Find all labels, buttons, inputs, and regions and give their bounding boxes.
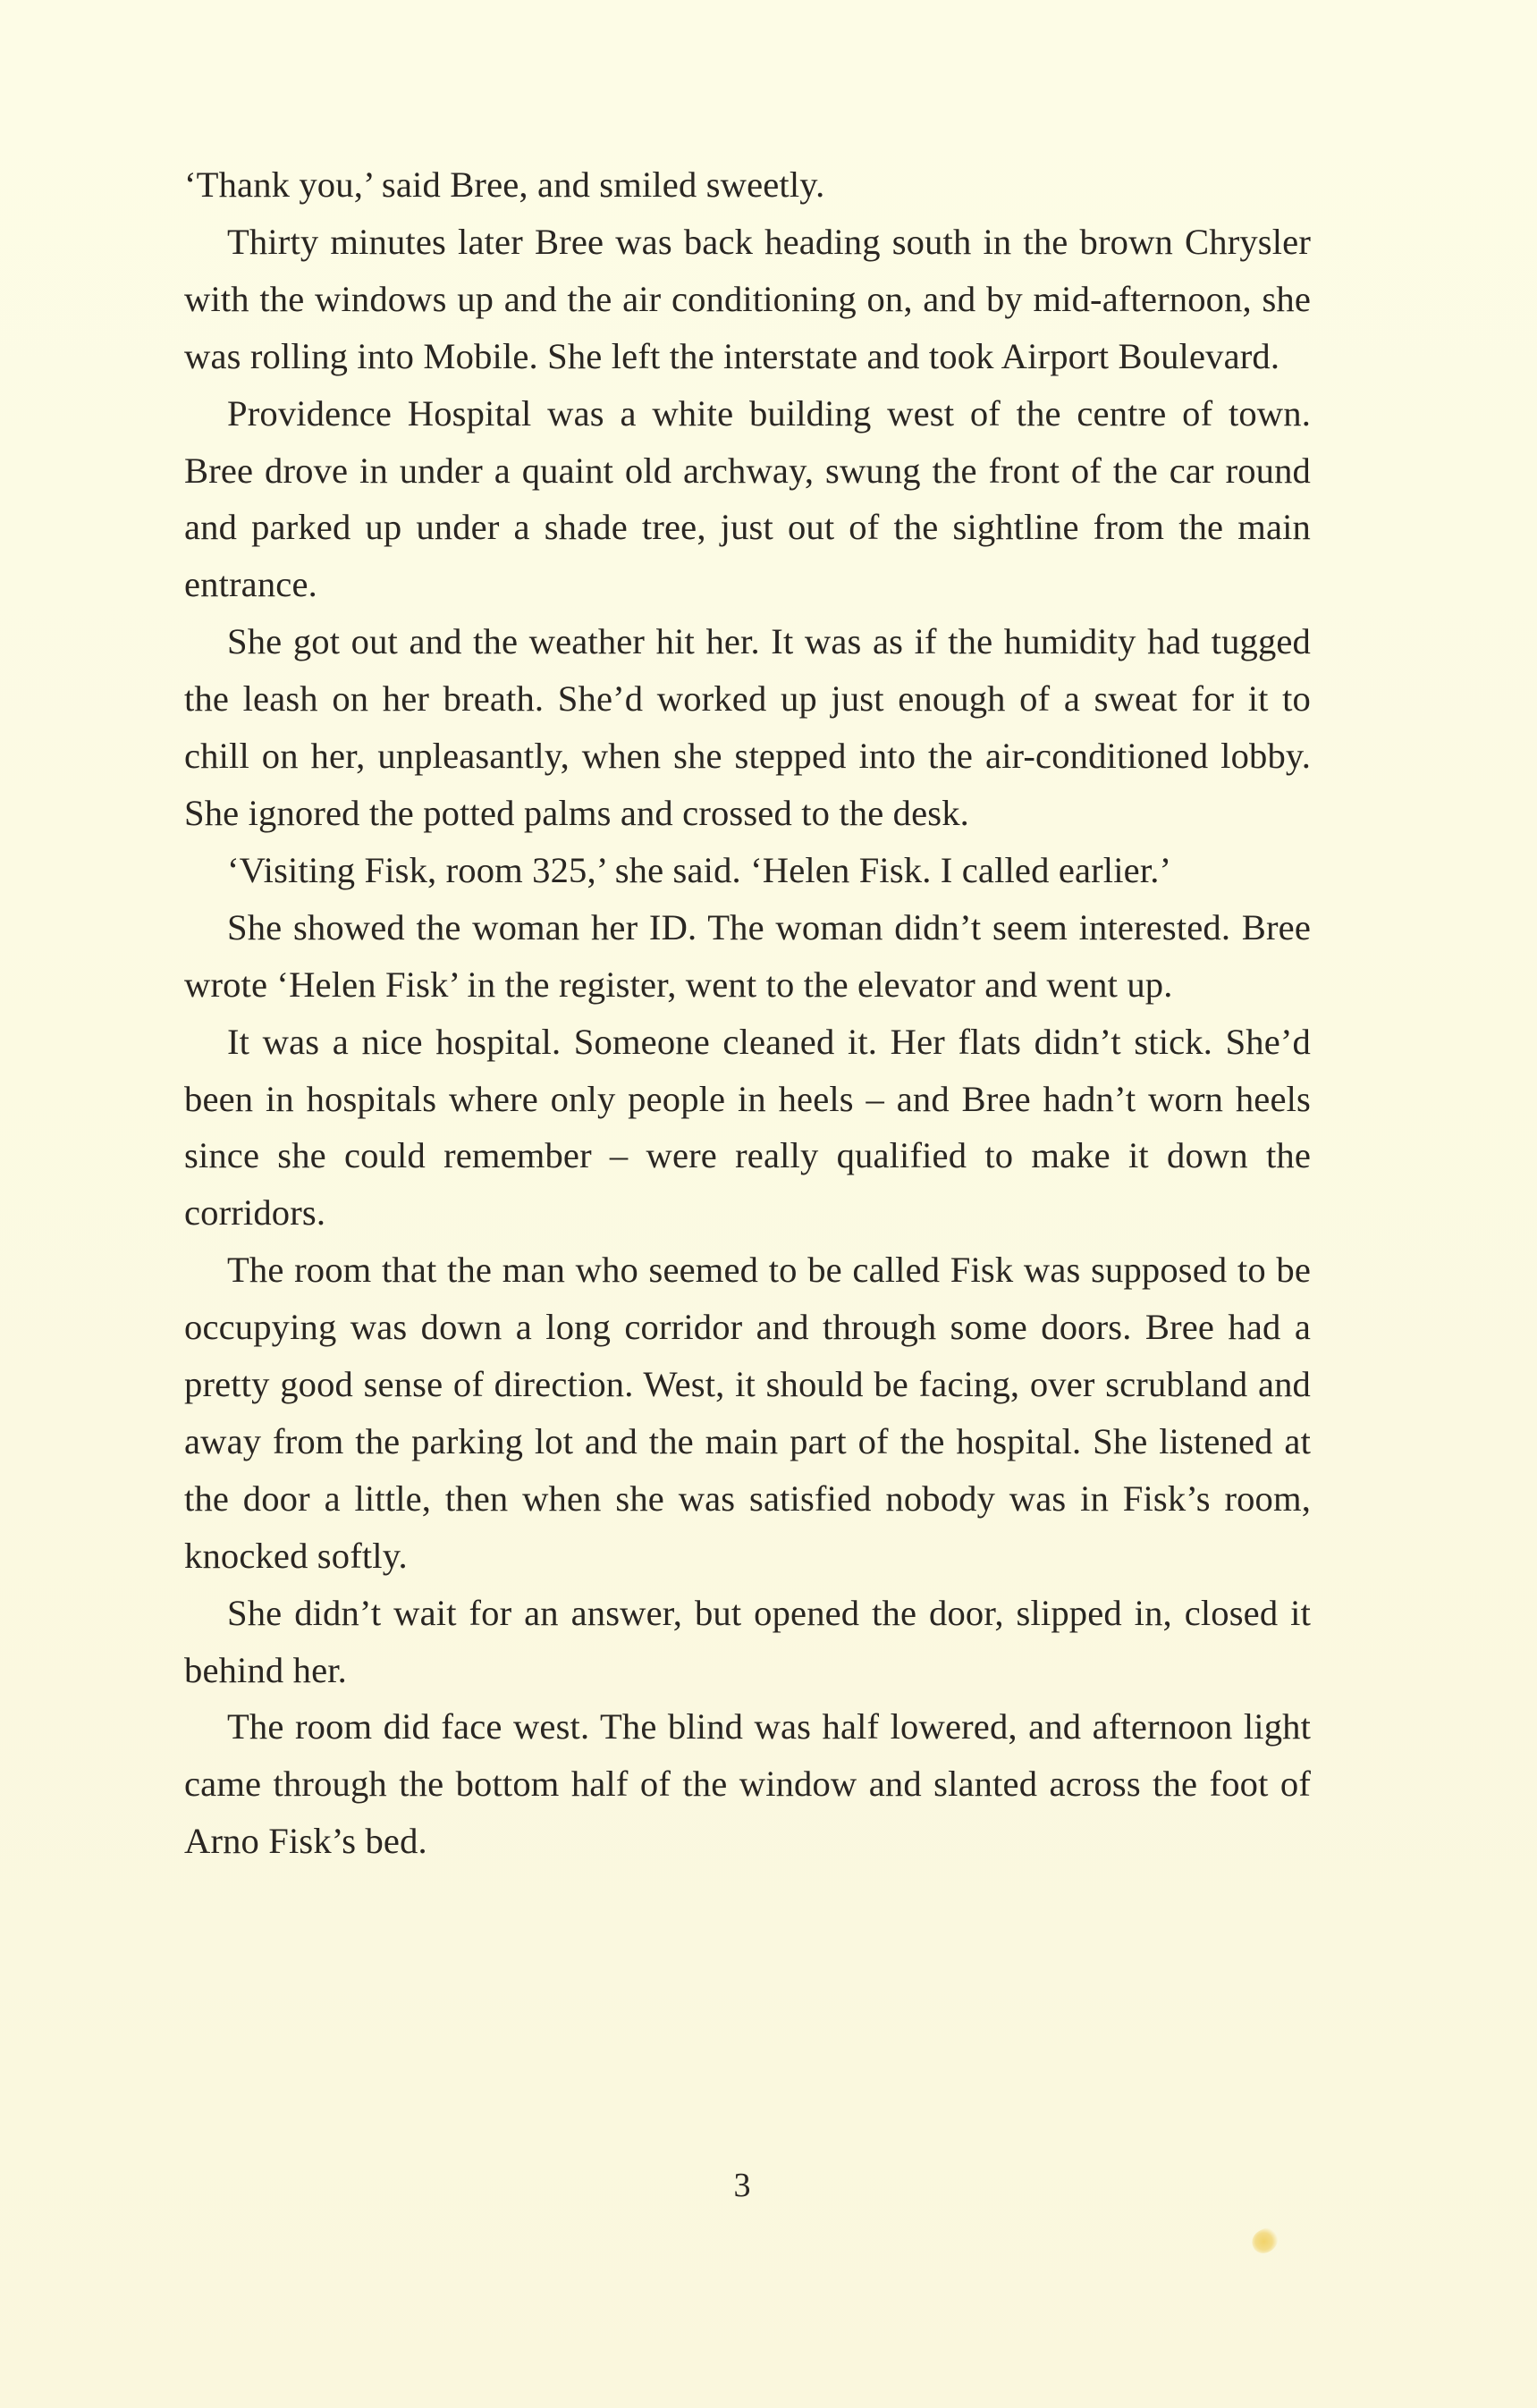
- paragraph: It was a nice hospital. Someone cleaned it. Her flats didn’t stick. She’d been in hospitals where only people in heels – and Bree hadn’t worn heels since she could remember – were really qualified to make it down the corridors.: [184, 1021, 1311, 1233]
- paragraph: She didn’t wait for an answer, but opened the door, slipped in, closed it behind her.: [184, 1592, 1311, 1690]
- paragraph: The room did face west. The blind was half lowered, and afternoon light came through the bottom half of the window and slanted across the foot of Arno Fisk’s bed.: [184, 1706, 1311, 1862]
- body-text: [184, 156, 1311, 1870]
- paragraph: ‘Visiting Fisk, room 325,’ she said. ‘Helen Fisk. I called earlier.’: [227, 849, 1172, 890]
- paragraph: Providence Hospital was a white building west of the centre of town. Bree drove in under a quaint old archway, swung the front of the car round and parked up under a shade tree, just out of the sightline from the main entrance.: [184, 392, 1311, 605]
- paper-stain: [1248, 2225, 1282, 2257]
- page-number: 3: [733, 2167, 751, 2204]
- paragraph: She got out and the weather hit her. It was as if the humidity had tugged the leash on her breath. She’d worked up just enough of a sweat for it to chill on her, unpleasantly, when she stepped into the air-conditioned lobby. She ignored the potted palms and crossed to the desk.: [184, 621, 1311, 833]
- paragraph: Thirty minutes later Bree was back heading south in the brown Chrysler with the windows up and the air conditioning on, and by mid-afternoon, she was rolling into Mobile. She left the interstate and took Airport Boulevard.: [184, 221, 1311, 376]
- paragraph: She showed the woman her ID. The woman didn’t seem interested. Bree wrote ‘Helen Fisk’ in the register, went to the elevator and went up.: [184, 906, 1311, 1005]
- paragraph: The room that the man who seemed to be called Fisk was supposed to be occupying was down a long corridor and through some doors. Bree had a pretty good sense of direction. West, it should be facing, over scrubland and away from the parking lot and the main part of the hospital. She listened at the door a little, then when she was satisfied nobody was in Fisk’s room, knocked softly.: [184, 1250, 1311, 1576]
- paragraph: ‘Thank you,’ said Bree, and smiled sweetly.: [184, 164, 825, 205]
